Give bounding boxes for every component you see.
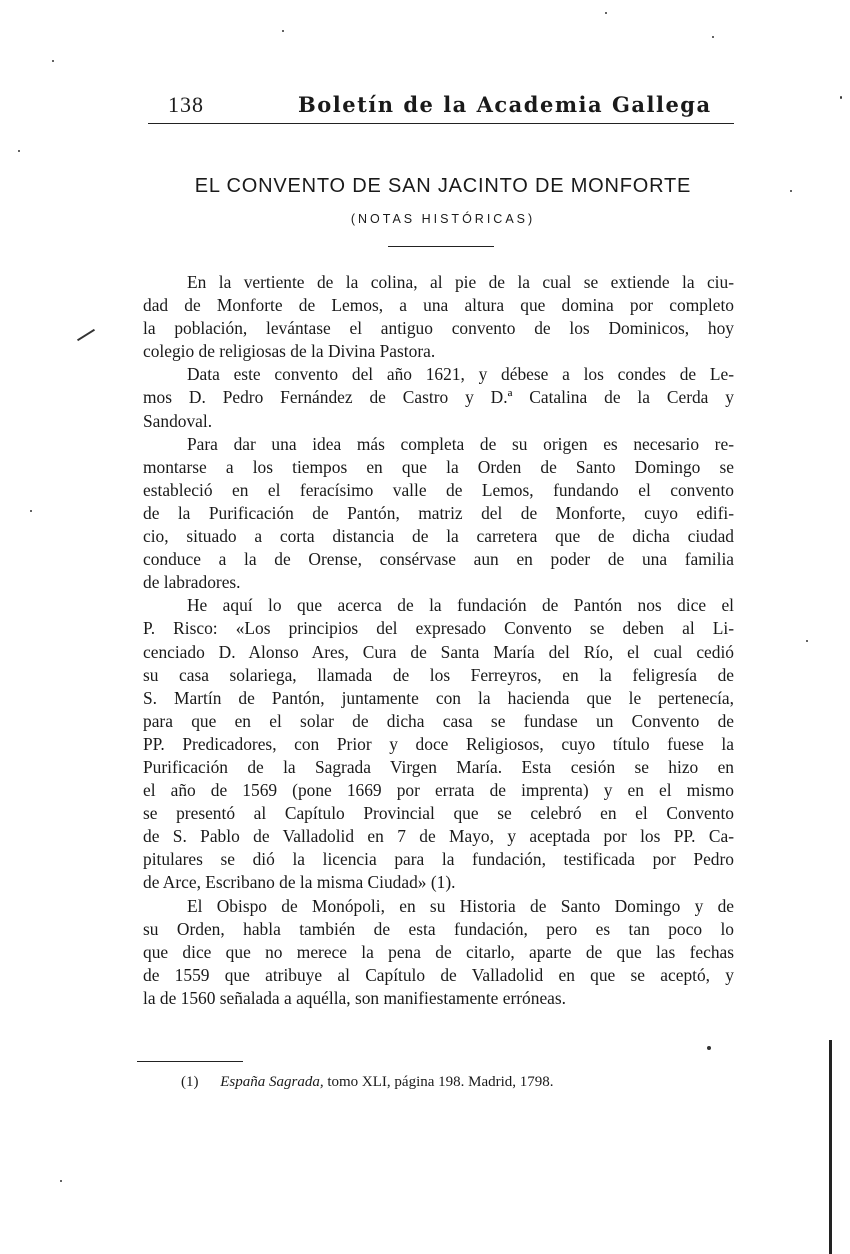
body-line: su casa solariega, llamada de los Ferreyros, en la feligresía de bbox=[143, 664, 734, 685]
body-line: En la vertiente de la colina, al pie de la cual se extiende la ciu- bbox=[187, 272, 734, 292]
body-line: montarse a los tiempos en que la Orden de Santo Domingo se bbox=[143, 456, 734, 477]
scan-speck bbox=[806, 640, 808, 642]
scan-speck bbox=[605, 12, 607, 14]
body-line: conduce a la de Orense, consérvase aun en poder de una familia bbox=[143, 549, 734, 570]
body-line: P. Risco: «Los principios del expresado Convento se deben al Li- bbox=[143, 618, 734, 639]
scan-speck bbox=[52, 60, 54, 62]
body-line: el año de 1569 (pone 1669 por errata de imprenta) y en el mismo bbox=[143, 780, 734, 801]
body-line: dad de Monforte de Lemos, a una altura que domina por completo bbox=[143, 295, 734, 316]
body-line: Para dar una idea más completa de su origen es necesario re- bbox=[187, 433, 734, 454]
body-line: S. Martín de Pantón, juntamente con la hacienda que le pertenecía, bbox=[143, 687, 734, 708]
footnote bbox=[181, 1074, 554, 1091]
body-line: estableció en el feracísimo valle de Lemos, fundando el convento bbox=[143, 479, 734, 500]
scan-speck bbox=[790, 190, 792, 192]
body-line: El Obispo de Monópoli, en su Historia de Santo Domingo y de bbox=[187, 895, 734, 916]
body-line: cio, situado a corta distancia de la carretera que de dicha ciudad bbox=[143, 526, 734, 547]
body-line: He aquí lo que acerca de la fundación de Pantón nos dice el bbox=[187, 595, 734, 616]
scan-speck bbox=[30, 510, 32, 512]
scan-speck bbox=[60, 1180, 62, 1182]
journal-title: Boletín de la Academia Gallega bbox=[298, 92, 712, 117]
body-line: de la Purificación de Pantón, matriz del de Monforte, cuyo edifi- bbox=[143, 502, 734, 523]
footnote-source: España Sagrada, bbox=[220, 1074, 324, 1090]
article-title: EL CONVENTO DE SAN JACINTO DE MONFORTE bbox=[194, 175, 692, 197]
body-line: la población, levántase el antiguo convento de los Dominicos, hoy bbox=[143, 318, 734, 339]
body-line: Sandoval. bbox=[143, 410, 213, 431]
running-head bbox=[148, 92, 734, 122]
margin-pen-mark bbox=[77, 329, 95, 341]
article-body bbox=[143, 271, 734, 1010]
scan-speck bbox=[712, 36, 714, 38]
body-line: para que en el solar de dicha casa se fundase un Convento de bbox=[143, 710, 734, 731]
title-rule bbox=[388, 246, 494, 247]
body-line: PP. Predicadores, con Prior y doce Religiosos, cuyo título fuese la bbox=[143, 733, 734, 754]
body-line: Purificación de la Sagrada Virgen María. Esta cesión se hizo en bbox=[143, 756, 734, 777]
header-rule bbox=[148, 123, 734, 124]
scan-edge-bar bbox=[829, 1040, 832, 1254]
body-line: la de 1560 señalada a aquélla, son manifiestamente erróneas. bbox=[143, 987, 566, 1008]
page-number: 138 bbox=[168, 92, 204, 117]
scan-speck bbox=[840, 96, 842, 99]
scan-speck bbox=[18, 150, 20, 152]
footnote-marker: (1) bbox=[181, 1074, 199, 1090]
footnote-rule bbox=[137, 1061, 243, 1062]
scan-speck bbox=[707, 1046, 711, 1050]
body-line: colegio de religiosas de la Divina Pastora. bbox=[143, 341, 436, 362]
body-line: su Orden, habla también de esta fundación, pero es tan poco lo bbox=[143, 918, 734, 939]
scan-speck bbox=[282, 30, 284, 32]
body-line: mos D. Pedro Fernández de Castro y D.ª Catalina de la Cerda y bbox=[143, 387, 734, 408]
body-line: se presentó al Capítulo Provincial que se celebró en el Convento bbox=[143, 803, 734, 824]
body-line: Data este convento del año 1621, y débese a los condes de Le- bbox=[187, 364, 734, 385]
body-line: que dice que no merece la pena de citarlo, aparte de que las fechas bbox=[143, 941, 734, 962]
body-line: de Arce, Escribano de la misma Ciudad» (1). bbox=[143, 872, 456, 893]
article-subtitle: (NOTAS HISTÓRICAS) bbox=[350, 212, 536, 226]
body-line: pitulares se dió la licencia para la fundación, testificada por Pedro bbox=[143, 849, 734, 870]
body-line: de 1559 que atribuye al Capítulo de Valladolid en que se aceptó, y bbox=[143, 964, 734, 985]
footnote-details: tomo XLI, página 198. Madrid, 1798. bbox=[327, 1074, 554, 1090]
body-line: de labradores. bbox=[143, 572, 241, 593]
body-line: de S. Pablo de Valladolid en 7 de Mayo, y aceptada por los PP. Ca- bbox=[143, 826, 734, 847]
body-line: cenciado D. Alonso Ares, Cura de Santa María del Río, el cual cedió bbox=[143, 641, 734, 662]
